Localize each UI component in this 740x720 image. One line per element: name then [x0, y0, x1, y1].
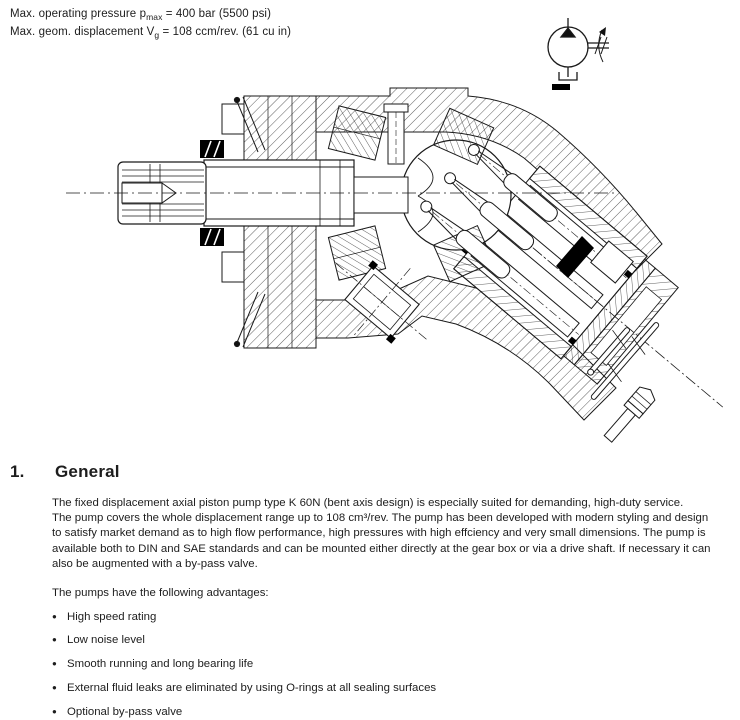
advantage-item: ● External fluid leaks are eliminated by using O-rings at all sealing surfaces — [52, 681, 437, 694]
advantages-list — [52, 610, 738, 720]
spec-line-displacement: Max. geom. displacement $V_g = 108$ ccm/rev. (61 cu in) — [10, 26, 292, 40]
section-number: 1. — [10, 462, 25, 481]
general-paragraph: The fixed displacement axial piston pump type K 60N (bent axis design) is especially suited for demanding, high-duty service. The pump covers the whole displacement range up to 108 cm³/rev. The pump has been developed with modern styling and design to satisfy market demand as to high flow performance, high pressures with high effciency and very small dimensions. The pump is available both to DIN and SAE standards and can be mounted either directly at the gear box or via a drive shaft. If necessary it can also be augmented with a by-pass valve. — [52, 497, 711, 570]
advantages-intro: The pumps have the following advantages: — [52, 587, 269, 600]
advantage-item: ● Low noise level — [52, 634, 145, 647]
advantage-item: ● Smooth running and long bearing life — [52, 658, 254, 671]
bullet-icon: ● — [52, 706, 57, 716]
section-body — [52, 496, 738, 720]
bullet-icon: ● — [52, 611, 57, 621]
advantage-item: ● Optional by-pass valve — [52, 705, 183, 718]
advantage-item: ● High speed rating — [52, 610, 157, 623]
section-heading — [10, 462, 120, 482]
bullet-icon: ● — [52, 659, 57, 669]
section-title: General — [55, 462, 120, 481]
bullet-icon: ● — [52, 682, 57, 692]
bullet-icon: ● — [52, 635, 57, 645]
spec-line-pressure: Max. operating pressure $p_{max} = 400$ bar (5500 psi) — [10, 8, 272, 22]
